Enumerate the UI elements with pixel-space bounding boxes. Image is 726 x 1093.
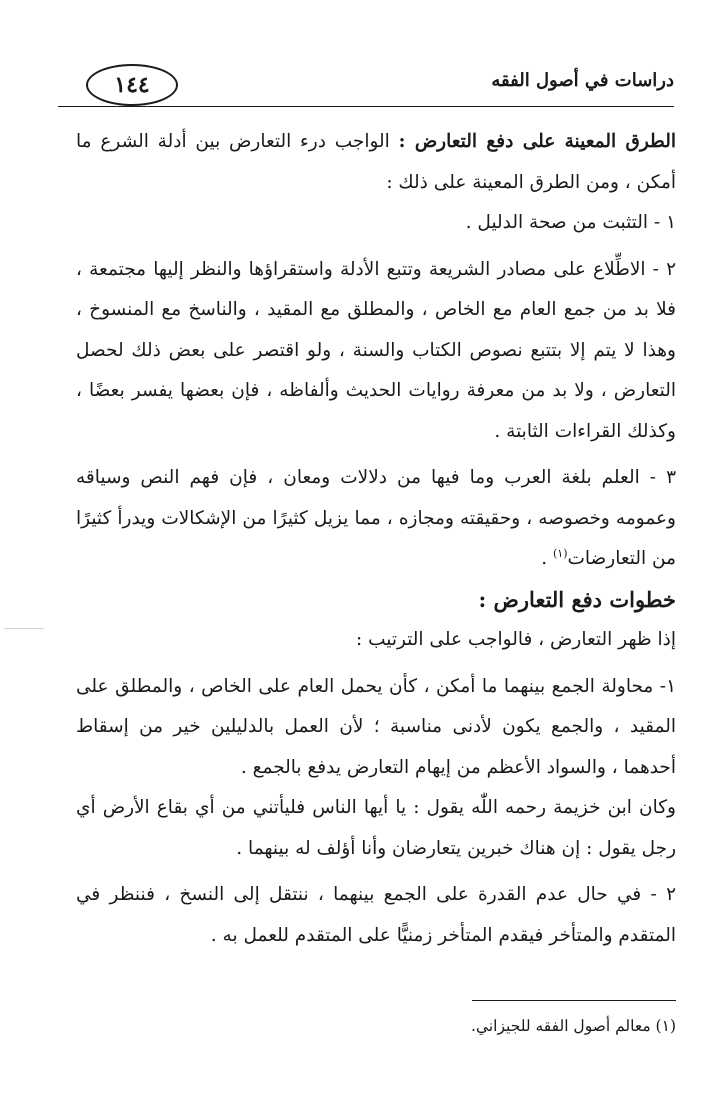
page-number: ١٤٤ <box>86 64 178 106</box>
section2-intro: إذا ظهر التعارض ، فالواجب على الترتيب : <box>355 629 676 650</box>
footnote-ref: (١) <box>552 546 568 560</box>
step-2: ٢ - في حال عدم القدرة على الجمع بينهما ، ننتقل إلى النسخ ، فننظر في المتقدم والمتأخر فيقدم المتأخر زمنيًّا على المتقدم للعمل به . <box>76 884 676 946</box>
margin-mark <box>4 628 44 629</box>
footnote-rule <box>472 1000 676 1001</box>
section2-heading: خطوات دفع التعارض : <box>478 586 676 612</box>
footnote: (١) معالم أصول الفقه للجيزاني. <box>471 1017 676 1035</box>
item-3-end: . <box>541 548 553 569</box>
item-3 <box>76 458 676 580</box>
section1-paragraph <box>76 122 676 203</box>
item-1: ١ - التثبت من صحة الدليل . <box>465 212 676 233</box>
header-rule <box>58 106 674 107</box>
item-2: ٢ - الاطِّلاع على مصادر الشريعة وتتبع الأدلة واستقراؤها والنظر إليها مجتمعة ، فلا بد من جمع العام مع الخاص ، والمطلق مع المقيد ، والناسخ مع المنسوخ ، وهذا لا يتم إلا بتتبع نصوص الكتاب والسنة ، ولو اقتصر على بعض ذلك لحصل التعارض ، ولا بد من معرفة روايات الحديث وألفاظه ، فإن بعضها يفسر بعضًا ، وكذلك القراءات الثابتة . <box>76 258 676 442</box>
item-3-text: ٣ - العلم بلغة العرب وما فيها من دلالات ومعان ، فإن فهم النص وسياقه وعمومه وخصوصه ، وحقيقته ومجازه ، مما يزيل كثيرًا من الإشكالات ويدرأ كثيرًا من التعارضات <box>76 467 676 569</box>
page-header <box>58 62 674 118</box>
page-body <box>76 122 676 956</box>
running-title: دراسات في أصول الفقه <box>491 70 674 91</box>
section1-intro: الواجب درء التعارض بين أدلة الشرع ما أمكن ، ومن الطرق المعينة على ذلك : <box>76 131 676 193</box>
section1-heading: الطرق المعينة على دفع التعارض : <box>398 131 676 152</box>
step-1-quote: وكان ابن خزيمة رحمه اللّٰه يقول : يا أيها الناس فليأتني من أي بقاع الأرض أي رجل يقول : إن هناك خبرين يتعارضان وأنا أؤلف له بينهما . <box>76 797 676 859</box>
step-1: ١- محاولة الجمع بينهما ما أمكن ، كأن يحمل العام على الخاص ، والمطلق على المقيد ، والجمع يكون لأدنى مناسبة ؛ لأن العمل بالدليلين خير من إسقاط أحدهما ، والسواد الأعظم من إيهام التعارض يدفع بالجمع . <box>76 675 676 778</box>
